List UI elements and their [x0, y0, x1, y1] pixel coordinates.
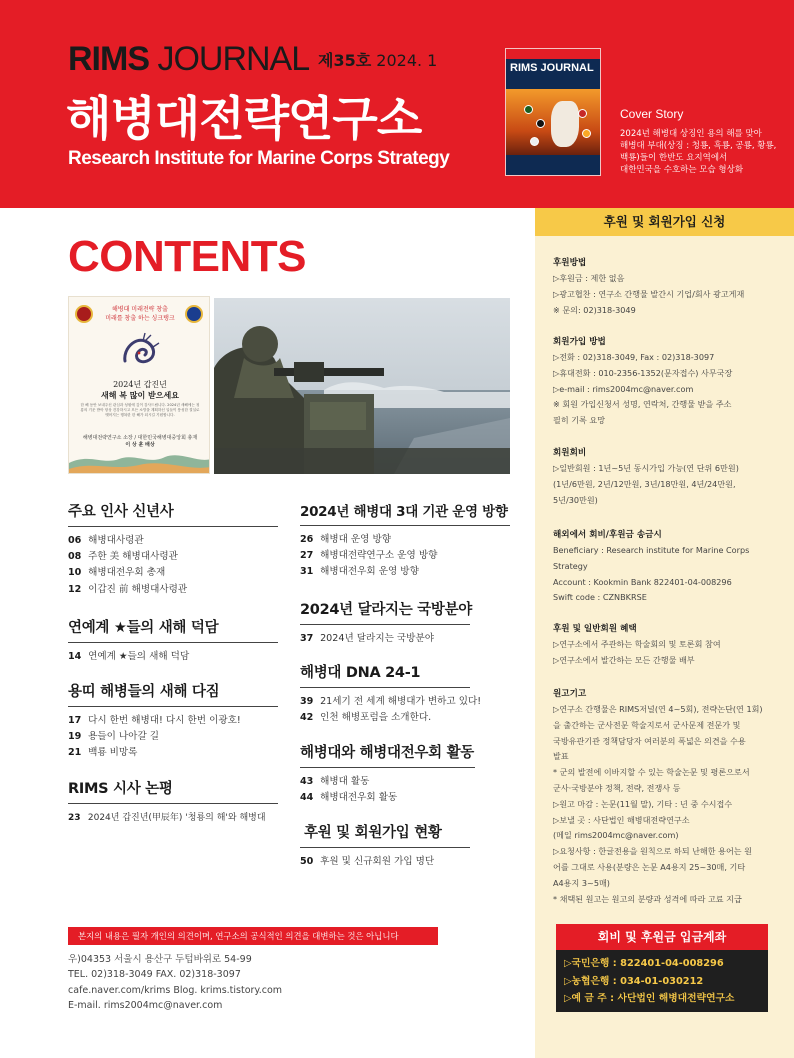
sidebar-line: 어를 그대로 사용(분량은 논문 A4용지 25~30매, 기타 — [553, 861, 746, 872]
card-signature: 해병대전략연구소 소장 / 대한민국해병대중앙회 총재 이 상 훈 배상 — [82, 435, 198, 448]
sidebar-block-heading: 회원가입 방법 — [553, 337, 606, 347]
card-banner: 해병대 미래전략 창출 미래를 창출 하는 싱크탱크 — [105, 306, 175, 322]
sidebar-line: 군사·국방분야 정책, 전략, 전쟁사 등 — [553, 782, 681, 793]
marine-gunner-photo — [214, 298, 510, 474]
section-title: 해병대와 해병대전우회 활동 — [300, 741, 475, 768]
sidebar-line: * 채택된 원고는 원고의 분량과 성격에 따라 고료 지급 — [553, 893, 742, 904]
toc-item[interactable]: 10 해병대전우회 총재 — [68, 567, 166, 579]
sidebar-line: ▷연구소 간행물은 RIMS저널(연 4~5회), 전략논단(연 1회) — [553, 704, 763, 714]
sidebar-line: ▷연구소에서 발간하는 모든 간행물 배부 — [553, 654, 695, 665]
sidebar-line: 국방유관기관 정책담당자 여러분의 폭넓은 의견을 수용 — [553, 735, 746, 746]
cover-thumbnail-title: RIMS JOURNAL — [510, 62, 594, 74]
payment-account-title: 회비 및 후원금 입금계좌 — [556, 924, 768, 950]
section-title: RIMS 시사 논평 — [68, 777, 278, 804]
sidebar-line: 5년/30만원) — [553, 494, 598, 505]
cover-thumbnail — [505, 48, 601, 176]
toc-item[interactable]: 31 해병대전우회 운영 방향 — [300, 566, 419, 578]
toc-item[interactable]: 14 연예계 ★들의 새해 덕담 — [68, 651, 190, 662]
sidebar-block-submissions — [553, 687, 781, 907]
sidebar-line: Beneficiary : Research institute for Marine Corps — [553, 545, 750, 555]
sidebar-line: ▷연구소에서 주관하는 학술회의 및 토론회 참여 — [553, 639, 721, 649]
sidebar-line: A4용지 3~5매) — [553, 877, 610, 888]
cover-story-text: 2024년 해병대 상징인 용의 해를 맞아 해병대 부대(상징 : 청룡, 흑룡, 공룡, 황룡, 백룡)들이 한반도 요지역에서 대한민국을 수호하는 모습 형상화 — [620, 129, 777, 175]
sidebar-line: ※ 문의: 02)318-3049 — [553, 304, 636, 315]
sidebar-line: Strategy — [553, 560, 588, 571]
sidebar-line: ※ 회원 가입신청서 성명, 연락처, 간행물 받을 주소 — [553, 399, 732, 410]
toc-item[interactable]: 26 해병대 운영 방향 — [300, 534, 392, 545]
section-title: 연예계 ★들의 새해 덕담 — [68, 616, 278, 643]
sidebar-block-heading: 원고기고 — [553, 689, 587, 699]
sidebar-block-heading: 해외에서 회비/후원금 송금시 — [553, 530, 662, 540]
sidebar-block-benefits — [553, 622, 781, 669]
sidebar-block-sponsor-method — [553, 256, 781, 318]
toc-item[interactable]: 12 이갑진 前 해병대사령관 — [68, 583, 188, 595]
cover-story-title: Cover Story — [620, 107, 684, 121]
card-body-text: 한 해 동안 보내주신 관심과 성원에 깊이 감사드립니다. 2024년 새해에는 청룡의 기운 받아 항상 건강하시고 모든 소망을 계획하신 일들이 풍성한 결실로 맺어지는 행복한 한 해가 되시길 기원합니다. — [80, 403, 200, 418]
section-activities — [300, 741, 475, 806]
sidebar-line: ▷보낼 곳 : 사단법인 해병대전략연구소 — [553, 814, 690, 825]
toc-item[interactable]: 21 백룡 비망록 — [68, 747, 138, 759]
new-year-greeting-card — [68, 296, 210, 474]
sidebar-line: ▷요청사항 : 한글전용을 원칙으로 하되 난해한 용어는 원 — [553, 846, 752, 857]
toc-item[interactable]: 44 해병대전우회 활동 — [300, 792, 398, 804]
sidebar-line: ▷휴대전화 : 010-2356-1352(문자접수) 사무국장 — [553, 367, 733, 378]
sidebar-line: Account : Kookmin Bank 822401-04-008296 — [553, 576, 732, 587]
toc-item[interactable]: 23 2024년 갑진년(甲辰年) '청룡의 해'와 해병대 — [68, 813, 266, 823]
payment-line: ▷국민은행 : 822401-04-008296 — [564, 958, 724, 969]
sidebar-line: ▷원고 마감 : 논문(11월 말), 기타 : 년 중 수시접수 — [553, 798, 733, 809]
header-band — [0, 0, 794, 208]
dragon-icon — [119, 331, 163, 371]
payment-account-box — [556, 950, 768, 1012]
toc-item[interactable]: 50 후원 및 신규회원 가입 명단 — [300, 856, 435, 867]
email-link[interactable]: E-mail. rims2004mc@naver.com — [68, 999, 223, 1011]
section-rims-commentary — [68, 777, 278, 826]
toc-item[interactable]: 19 용들이 나아갈 길 — [68, 731, 160, 743]
sidebar-line[interactable]: (메일 rims2004mc@naver.com) — [553, 830, 679, 841]
toc-item[interactable]: 39 21세기 전 세계 해병대가 변하고 있다! — [300, 696, 482, 707]
card-hills-decoration — [69, 449, 210, 474]
sidebar-line: Swift code : CZNBKRSE — [553, 592, 647, 603]
sidebar-line[interactable]: ▷e-mail : rims2004mc@naver.com — [553, 383, 694, 394]
sidebar-block-heading: 후원 및 일반회원 혜택 — [553, 624, 637, 634]
section-title: 해병대 DNA 24-1 — [300, 661, 470, 688]
institute-english-name: Research Institute for Marine Corps Strategy — [68, 148, 450, 169]
sidebar-block-membership-fee — [553, 446, 781, 508]
sidebar-line: * 군의 발전에 이바지할 수 있는 학술논문 및 평론으로서 — [553, 767, 750, 778]
section-marine-dna — [300, 661, 482, 726]
payment-line: ▷농협은행 : 034-01-030212 — [564, 975, 704, 987]
sidebar-block-heading: 후원방법 — [553, 258, 587, 268]
toc-item[interactable]: 27 해병대전략연구소 운영 방향 — [300, 550, 438, 562]
institute-korean-name: 해병대전략연구소 — [66, 92, 422, 147]
toc-item[interactable]: 42 인천 해병포럼을 소개한다. — [300, 712, 432, 724]
cafe-blog-link[interactable]: cafe.naver.com/krims Blog. krims.tistory.com — [68, 984, 283, 996]
sidebar-block-membership-method — [553, 335, 781, 429]
issue-label: 제35호 2024. 1 — [318, 51, 438, 70]
toc-item[interactable]: 17 다시 한번 해병대! 다시 한번 이광호! — [68, 715, 241, 726]
section-title: 용띠 해병들의 새해 다짐 — [68, 680, 278, 707]
toc-item[interactable]: 08 주한 美 해병대사령관 — [68, 551, 178, 563]
section-defense-changes — [300, 598, 473, 647]
card-greeting: 2024년 갑진년 새해 복 많이 받으세요 — [101, 380, 179, 400]
section-new-year-messages — [68, 500, 278, 598]
toc-item[interactable]: 43 해병대 활동 — [300, 776, 370, 787]
section-title: 주요 인사 신년사 — [68, 500, 278, 527]
section-celebrity-greetings — [68, 616, 278, 665]
contents-title: CONTENTS — [68, 232, 306, 281]
payment-line: ▷예 금 주 : 사단법인 해병대전략연구소 — [564, 993, 735, 1004]
contact-address: 우)04353 서울시 용산구 두텁바위로 54-99 TEL. 02)318-3049 FAX. 02)318-3097 cafe.naver.com/krims Blog. krims.tistory.com E-mail. rims2004mc@naver.com — [68, 952, 282, 1013]
section-sponsorship-status — [300, 821, 470, 870]
sidebar-line: 필히 기록 요망 — [553, 415, 606, 426]
section-title: 2024년 달라지는 국방분야 — [300, 598, 470, 625]
sidebar-line: ▷후원금 : 제한 없음 — [553, 273, 625, 283]
section-title: 후원 및 회원가입 현황 — [300, 821, 470, 848]
toc-item[interactable]: 06 해병대사령관 — [68, 535, 144, 546]
sidebar-block-overseas-transfer — [553, 528, 781, 606]
sidebar-line: 발표 — [553, 751, 569, 762]
sidebar-line: ▷광고협찬 : 연구소 간행물 발간시 기업/회사 광고게재 — [553, 288, 745, 299]
disclaimer-banner: 본지의 내용은 필자 개인의 의견이며, 연구소의 공식적인 의견을 대변하는 것은 아닙니다 — [68, 927, 438, 945]
section-dragon-marines — [68, 680, 278, 762]
sidebar-line: (1년/6만원, 2년/12만원, 3년/18만원, 4년/24만원, — [553, 478, 736, 489]
sidebar-title: 후원 및 회원가입 신청 — [535, 208, 794, 236]
journal-title: RIMS JOURNAL — [68, 40, 310, 78]
toc-item[interactable]: 37 2024년 달라지는 국방분야 — [300, 633, 434, 644]
sidebar-line: ▷전화 : 02)318-3049, Fax : 02)318-3097 — [553, 352, 715, 362]
section-title: 2024년 해병대 3대 기관 운영 방향 — [300, 500, 510, 526]
sidebar-block-heading: 회원회비 — [553, 448, 587, 458]
sidebar-line: ▷일반회원 : 1년~5년 동시가입 가능(연 단위 6만원) — [553, 463, 739, 473]
sidebar-line: 을 출간하는 군사전문 학술지로서 군사문제 전문가 및 — [553, 719, 741, 730]
section-operation-direction — [300, 500, 510, 581]
